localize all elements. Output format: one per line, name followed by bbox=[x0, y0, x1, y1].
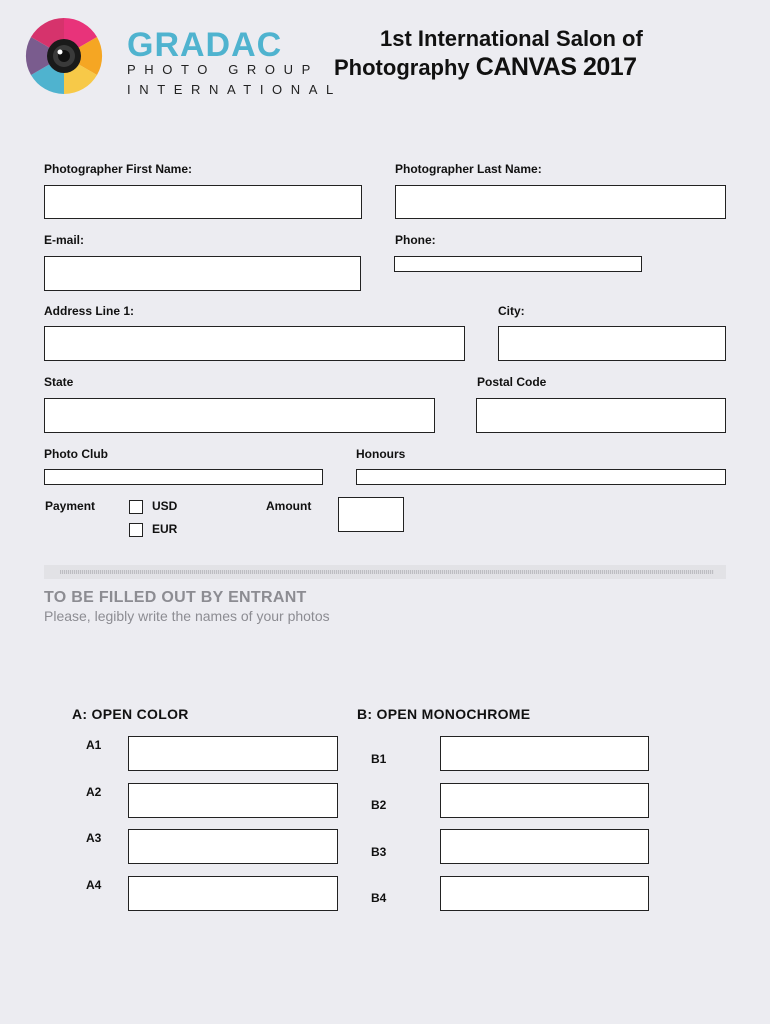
honours-field[interactable] bbox=[356, 469, 726, 485]
open-color-heading: A: OPEN COLOR bbox=[72, 706, 189, 722]
entry-label-b3: B3 bbox=[371, 845, 387, 859]
entry-field-a2[interactable] bbox=[128, 783, 338, 818]
photo-club-field[interactable] bbox=[44, 469, 323, 485]
phone-field[interactable] bbox=[394, 256, 642, 272]
aperture-logo-icon bbox=[24, 16, 104, 96]
email-label: E-mail: bbox=[44, 233, 85, 247]
entry-field-b1[interactable] bbox=[440, 736, 649, 771]
city-field[interactable] bbox=[498, 326, 726, 361]
brand-subtitle-2: INTERNATIONAL bbox=[127, 82, 342, 97]
brand-name: GRADAC bbox=[127, 26, 283, 64]
first-name-label: Photographer First Name: bbox=[44, 162, 193, 176]
eur-checkbox[interactable] bbox=[129, 523, 143, 537]
salon-title-line2 bbox=[334, 53, 637, 82]
entry-label-b4: B4 bbox=[371, 891, 387, 905]
section-divider bbox=[44, 565, 726, 579]
eur-label: EUR bbox=[152, 522, 178, 536]
entry-field-b2[interactable] bbox=[440, 783, 649, 818]
entrant-section-subtitle: Please, legibly write the names of your photos bbox=[44, 608, 330, 624]
amount-field[interactable] bbox=[338, 497, 404, 532]
postal-code-label: Postal Code bbox=[477, 375, 547, 389]
salon-title-line1: 1st International Salon of bbox=[380, 26, 643, 51]
brand-logo bbox=[24, 16, 104, 96]
entry-label-a3: A3 bbox=[86, 831, 102, 845]
amount-label: Amount bbox=[266, 499, 312, 513]
entry-field-a4[interactable] bbox=[128, 876, 338, 911]
usd-checkbox[interactable] bbox=[129, 500, 143, 514]
email-field[interactable] bbox=[44, 256, 361, 291]
last-name-label: Photographer Last Name: bbox=[395, 162, 542, 176]
entry-label-a4: A4 bbox=[86, 878, 102, 892]
last-name-field[interactable] bbox=[395, 185, 726, 219]
usd-label: USD bbox=[152, 499, 178, 513]
salon-title-photography: Photography bbox=[334, 55, 476, 80]
entry-field-b3[interactable] bbox=[440, 829, 649, 864]
entry-label-b2: B2 bbox=[371, 798, 387, 812]
entry-label-a1: A1 bbox=[86, 738, 102, 752]
open-monochrome-heading: B: OPEN MONOCHROME bbox=[357, 706, 531, 722]
state-label: State bbox=[44, 375, 74, 389]
city-label: City: bbox=[498, 304, 525, 318]
entry-field-b4[interactable] bbox=[440, 876, 649, 911]
payment-label: Payment bbox=[45, 499, 96, 513]
salon-title-canvas: CANVAS 2017 bbox=[475, 53, 637, 81]
postal-code-field[interactable] bbox=[476, 398, 726, 433]
entrant-section-title: TO BE FILLED OUT BY ENTRANT bbox=[44, 589, 307, 606]
entry-label-b1: B1 bbox=[371, 752, 387, 766]
brand-subtitle: PHOTO GROUP bbox=[127, 62, 319, 77]
address-label: Address Line 1: bbox=[44, 304, 135, 318]
first-name-field[interactable] bbox=[44, 185, 362, 219]
phone-label: Phone: bbox=[395, 233, 436, 247]
photo-club-label: Photo Club bbox=[44, 447, 108, 461]
state-field[interactable] bbox=[44, 398, 435, 433]
address-field[interactable] bbox=[44, 326, 465, 361]
entry-label-a2: A2 bbox=[86, 785, 102, 799]
entry-field-a3[interactable] bbox=[128, 829, 338, 864]
honours-label: Honours bbox=[356, 447, 406, 461]
entry-field-a1[interactable] bbox=[128, 736, 338, 771]
